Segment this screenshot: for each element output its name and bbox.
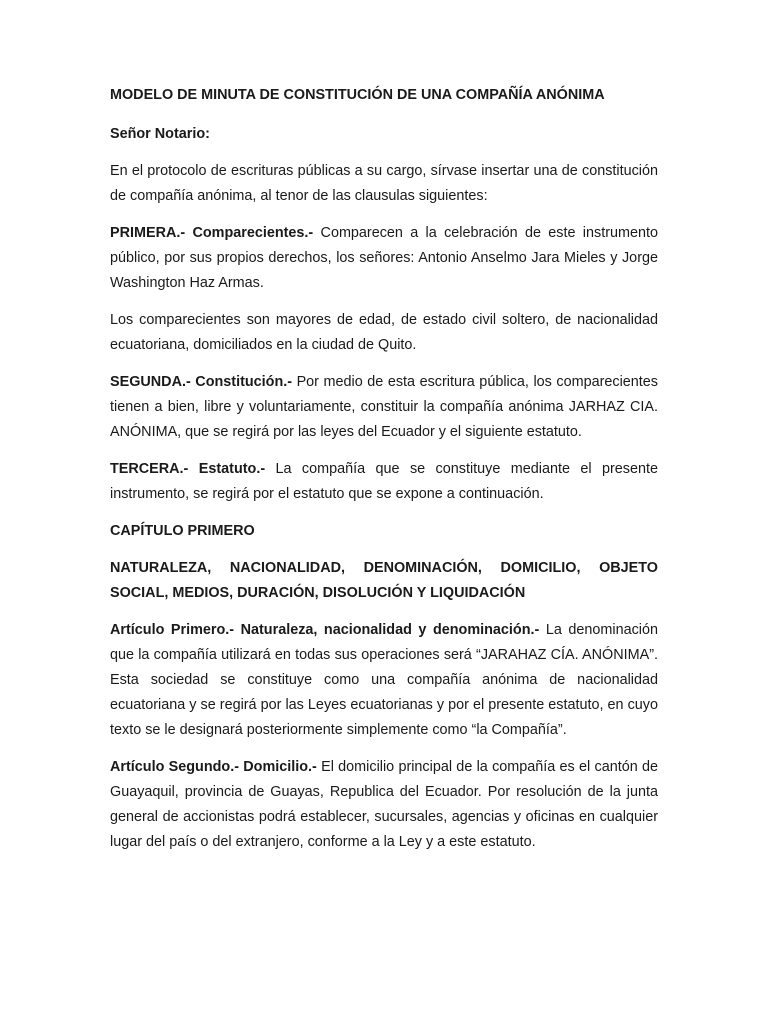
articulo-segundo-text: El domicilio principal de la compañía es el cantón de Guayaquil, provincia de Guayas, Republica del Ecuador. Por resolución de la junta general de accionistas podrá establecer, sucursales, agencias y oficinas en cualquier lugar del país o del extranjero, conforme a la Ley y a este estatuto. bbox=[110, 759, 658, 850]
clause-tercera bbox=[110, 457, 658, 507]
articulo-primero bbox=[110, 618, 658, 743]
comparecientes-paragraph: Los comparecientes son mayores de edad, de estado civil soltero, de nacionalidad ecuatoriana, domiciliados en la ciudad de Quito. bbox=[110, 312, 658, 353]
chapter-title: CAPÍTULO PRIMERO bbox=[110, 523, 255, 539]
clause-segunda-text: Por medio de esta escritura pública, los comparecientes tienen a bien, libre y voluntariamente, constituir la compañía anónima JARHAZ CIA. ANÓNIMA, que se regirá por las leyes del Ecuador y el siguiente estatuto. bbox=[110, 374, 658, 440]
clause-primera bbox=[110, 221, 658, 296]
clause-tercera-text: La compañía que se constituye mediante el presente instrumento, se regirá por el estatuto que se expone a continuación. bbox=[110, 461, 658, 502]
intro-paragraph: En el protocolo de escrituras públicas a su cargo, sírvase insertar una de constitución de compañía anónima, al tenor de las clausulas siguientes: bbox=[110, 163, 658, 204]
salutation: Señor Notario: bbox=[110, 126, 210, 142]
clause-segunda-label: SEGUNDA.- Constitución.- bbox=[110, 374, 293, 390]
articulo-segundo-label: Artículo Segundo.- Domicilio.- bbox=[110, 759, 317, 775]
articulo-primero-label: Artículo Primero.- Naturaleza, nacionalidad y denominación.- bbox=[110, 622, 540, 638]
clause-tercera-label: TERCERA.- Estatuto.- bbox=[110, 461, 266, 477]
articulo-segundo bbox=[110, 755, 658, 855]
clause-primera-text: Comparecen a la celebración de este instrumento público, por sus propios derechos, los señores: Antonio Anselmo Jara Mieles y Jorge Washington Haz Armas. bbox=[110, 225, 658, 291]
clause-primera-label: PRIMERA.- Comparecientes.- bbox=[110, 225, 314, 241]
clause-segunda bbox=[110, 370, 658, 445]
document-title: MODELO DE MINUTA DE CONSTITUCIÓN DE UNA COMPAÑÍA ANÓNIMA bbox=[110, 87, 605, 103]
chapter-heading: NATURALEZA, NACIONALIDAD, DENOMINACIÓN, DOMICILIO, OBJETO SOCIAL, MEDIOS, DURACIÓN, DISOLUCIÓN Y LIQUIDACIÓN bbox=[110, 560, 658, 601]
articulo-primero-text: La denominación que la compañía utilizará en todas sus operaciones será “JARAHAZ CÍA. ANÓNIMA”. Esta sociedad se constituye como una compañía anónima de nacionalidad ecuatoriana y se regirá por las Leyes ecuatorianas y por el presente estatuto, en cuyo texto se le designará posteriormente simplemente como “la Compañía”. bbox=[110, 622, 658, 738]
